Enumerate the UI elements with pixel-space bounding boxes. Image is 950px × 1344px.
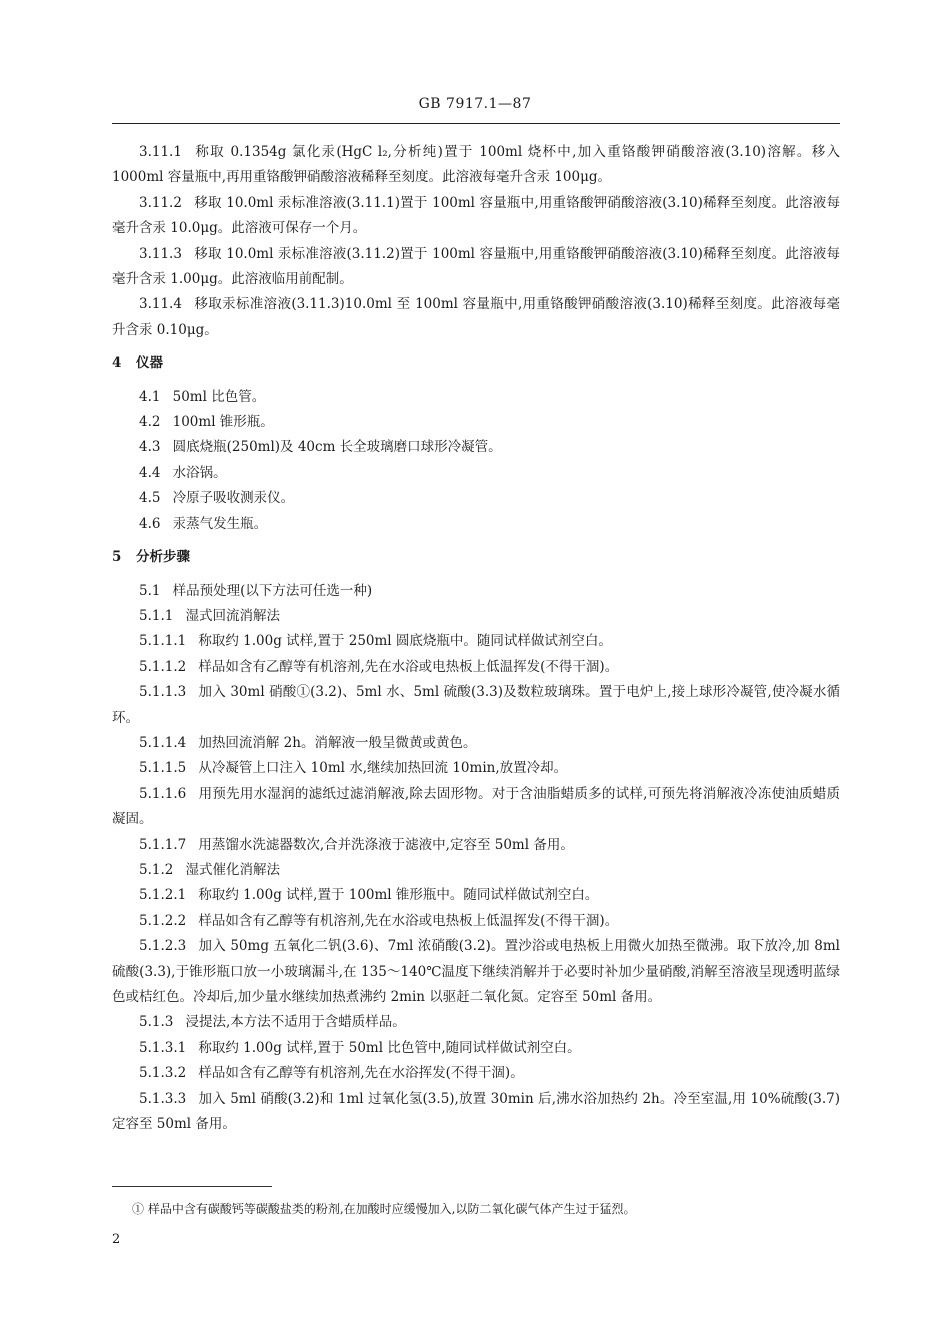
paragraph <box>112 140 840 191</box>
clause-text: 加入 5ml 硝酸(3.2)和 1ml 过氧化氢(3.5),放置 30min 后,沸水浴加热约 2h。冷至室温,用 10%硫酸(3.7)定容至 50ml 备用。 <box>112 1090 840 1133</box>
paragraph <box>112 629 840 654</box>
clause-text: 加入 30ml 硝酸①(3.2)、5ml 水、5ml 硫酸(3.3)及数粒玻璃珠。置于电炉上,接上球形冷凝管,使冷凝水循环。 <box>112 684 840 726</box>
clause-text: 圆底烧瓶(250ml)及 40cm 长全玻璃磨口球形冷凝管。 <box>172 439 502 456</box>
paragraph <box>112 680 840 731</box>
clause-number: 4.3 <box>139 439 161 456</box>
paragraph <box>112 782 840 833</box>
clause-number: 5.1.1.3 <box>139 684 187 701</box>
clause-text: 样品预处理(以下方法可任选一种) <box>172 582 373 599</box>
clause-text: 用预先用水湿润的滤纸过滤消解液,除去固形物。对于含油脂蜡质多的试样,可预先将消解液冷冻使油质蜡质凝固。 <box>112 785 840 828</box>
section-number: 5 <box>112 549 122 566</box>
clause-number: 3.11.2 <box>139 194 182 211</box>
body-text <box>112 140 840 1137</box>
page-header: GB 7917.1—87 <box>418 96 532 112</box>
clause-number: 3.11.4 <box>139 296 182 313</box>
clause-text: 加热回流消解 2h。消解液一般呈微黄或黄色。 <box>198 734 477 751</box>
paragraph <box>112 410 840 435</box>
paragraph <box>112 579 840 604</box>
paragraph <box>112 486 840 511</box>
section-heading <box>112 537 840 578</box>
paragraph <box>112 833 840 858</box>
clause-number: 4.2 <box>139 414 161 431</box>
clause-text: 称取约 1.00g 试样,置于 100ml 锥形瓶中。随同试样做试剂空白。 <box>198 887 599 904</box>
paragraph <box>112 731 840 756</box>
paragraph <box>112 909 840 934</box>
section-3-11-paragraphs <box>112 140 840 343</box>
clause-text: 50ml 比色管。 <box>172 388 266 405</box>
clause-number: 5.1.1.7 <box>139 836 187 853</box>
clause-text: 样品如含有乙醇等有机溶剂,先在水浴挥发(不得干涸)。 <box>198 1065 524 1082</box>
paragraph <box>112 655 840 680</box>
paragraph <box>112 1010 840 1035</box>
header-divider <box>112 123 840 124</box>
clause-number: 5.1.1.5 <box>139 760 187 777</box>
clause-text: 移取 10.0ml 汞标准溶液(3.11.1)置于 100ml 容量瓶中,用重铬酸钾硝酸溶液(3.10)稀释至刻度。此溶液每毫升含汞 10.0μg。此溶液可保存一个月。 <box>112 194 840 237</box>
clause-number: 5.1.1.2 <box>139 658 187 675</box>
section-title: 分析步骤 <box>136 549 190 566</box>
section-title: 仪器 <box>136 355 163 372</box>
paragraph <box>112 604 840 629</box>
clause-number: 5.1.1 <box>139 607 174 624</box>
clause-text: 浸提法,本方法不适用于含蜡质样品。 <box>185 1014 406 1031</box>
clause-text: 样品如含有乙醇等有机溶剂,先在水浴或电热板上低温挥发(不得干涸)。 <box>198 912 619 929</box>
footnote-mark: ① <box>132 1202 145 1216</box>
paragraph <box>112 385 840 410</box>
clause-number: 5.1.1.6 <box>139 785 187 802</box>
paragraph <box>112 883 840 908</box>
footnote <box>132 1200 840 1218</box>
section-5 <box>112 537 840 1137</box>
clause-number: 4.4 <box>139 464 161 481</box>
section-4 <box>112 343 840 537</box>
clause-text: 称取约 1.00g 试样,置于 50ml 比色管中,随同试样做试剂空白。 <box>198 1039 581 1056</box>
paragraph <box>112 292 840 343</box>
footnote-text: 样品中含有碳酸钙等碳酸盐类的粉剂,在加酸时应缓慢加入,以防二氧化碳气体产生过于猛烈。 <box>147 1202 636 1216</box>
clause-text: 湿式催化消解法 <box>185 861 280 878</box>
clause-text: 加入 50mg 五氧化二钒(3.6)、7ml 浓硝酸(3.2)。置沙浴或电热板上用微火加热至微沸。取下放冷,加 8ml 硫酸(3.3),于锥形瓶口放一小玻璃漏斗,在 135～140℃温度下继续消解并于必要时补加少量硝酸,消解至溶液呈现透明蓝绿色或桔红色。冷却后,加少量水继续加热煮沸约 2min 以驱赶二氧化氮。定容至 50ml 备用。 <box>112 938 840 1005</box>
clause-number: 4.5 <box>139 490 161 507</box>
clause-number: 5.1.3 <box>139 1014 174 1031</box>
paragraph <box>112 435 840 460</box>
clause-text: 从冷凝管上口注入 10ml 水,继续加热回流 10min,放置冷却。 <box>198 760 568 777</box>
paragraph <box>112 1061 840 1086</box>
paragraph <box>112 1036 840 1061</box>
clause-text: 水浴锅。 <box>172 464 227 481</box>
clause-number: 3.11.3 <box>139 245 182 262</box>
clause-number: 4.1 <box>139 388 161 405</box>
page-number: 2 <box>112 1232 121 1247</box>
paragraph <box>112 512 840 537</box>
paragraph <box>112 242 840 293</box>
clause-number: 5.1.3.3 <box>139 1090 187 1107</box>
clause-number: 5.1.3.1 <box>139 1039 187 1056</box>
clause-number: 5.1.2.2 <box>139 912 187 929</box>
clause-text: 样品如含有乙醇等有机溶剂,先在水浴或电热板上低温挥发(不得干涸)。 <box>198 658 619 675</box>
clause-number: 4.6 <box>139 515 161 532</box>
paragraph <box>112 858 840 883</box>
clause-number: 5.1.3.2 <box>139 1065 187 1082</box>
clause-number: 5.1.1.1 <box>139 633 187 650</box>
clause-text: 用蒸馏水洗滤器数次,合并洗涤液于滤液中,定容至 50ml 备用。 <box>198 836 574 853</box>
paragraph <box>112 934 840 1010</box>
paragraph <box>112 461 840 486</box>
clause-number: 3.11.1 <box>139 144 182 160</box>
clause-number: 5.1.2.3 <box>139 938 187 955</box>
footnote-divider <box>112 1186 272 1187</box>
clause-text: 湿式回流消解法 <box>185 607 280 624</box>
section-number: 4 <box>112 355 122 372</box>
clause-text: 称取 0.1354g 氯化汞(HgC l₂,分析纯)置于 100ml 烧杯中,加入重铬酸钾硝酸溶液(3.10)溶解。移入 1000ml 容量瓶中,再用重铬酸钾硝酸溶液稀释至刻度。此溶液每毫升含汞 100μg。 <box>112 144 840 186</box>
paragraph <box>112 1087 840 1138</box>
clause-number: 5.1.1.4 <box>139 734 187 751</box>
clause-text: 移取 10.0ml 汞标准溶液(3.11.2)置于 100ml 容量瓶中,用重铬酸钾硝酸溶液(3.10)稀释至刻度。此溶液每毫升含汞 1.00μg。此溶液临用前配制。 <box>112 245 840 288</box>
clause-number: 5.1.2 <box>139 861 174 878</box>
clause-text: 汞蒸气发生瓶。 <box>172 515 268 532</box>
clause-text: 称取约 1.00g 试样,置于 250ml 圆底烧瓶中。随同试样做试剂空白。 <box>198 633 612 650</box>
clause-text: 移取汞标准溶液(3.11.3)10.0ml 至 100ml 容量瓶中,用重铬酸钾硝酸溶液(3.10)稀释至刻度。此溶液每毫升含汞 0.10μg。 <box>112 296 840 338</box>
clause-text: 100ml 锥形瓶。 <box>172 414 274 431</box>
paragraph <box>112 191 840 242</box>
section-heading <box>112 343 840 384</box>
clause-number: 5.1.2.1 <box>139 887 187 904</box>
clause-text: 冷原子吸收测汞仪。 <box>172 490 295 507</box>
paragraph <box>112 756 840 781</box>
clause-number: 5.1 <box>139 582 161 599</box>
